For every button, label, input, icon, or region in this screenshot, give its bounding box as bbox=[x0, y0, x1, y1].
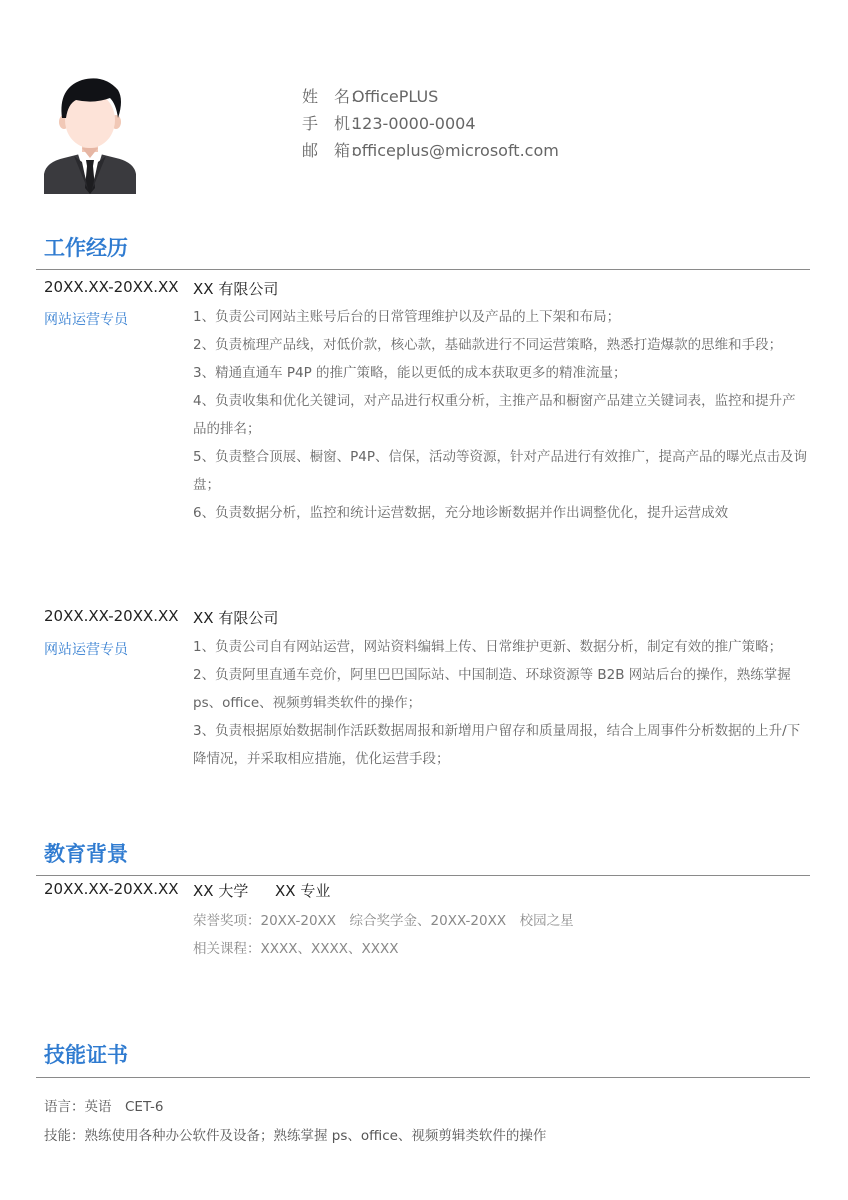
job-2-duty: 2、负责阿里直通车竞价，阿里巴巴国际站、中国制造、环球资源等 B2B 网站后台的操作，熟练掌握 ps、office、视频剪辑类软件的操作； bbox=[193, 667, 791, 711]
phone-label: 手 机： bbox=[302, 114, 367, 133]
education-date: 20XX.XX-20XX.XX bbox=[44, 880, 179, 898]
name-value: OfficePLUS bbox=[352, 87, 439, 106]
job-1-duty: 6、负责数据分析，监控和统计运营数据，充分地诊断数据并作出调整优化，提升运营成效 bbox=[193, 505, 729, 521]
contact-info bbox=[302, 86, 559, 167]
education-major: XX 专业 bbox=[275, 882, 331, 900]
email-label: 邮 箱： bbox=[302, 141, 367, 160]
job-1-duty: 5、负责整合顶展、橱窗、P4P、信保，活动等资源，针对产品进行有效推广，提高产品的曝光点击及询盘； bbox=[193, 449, 807, 493]
education-courses: 相关课程：XXXX、XXXX、XXXX bbox=[193, 941, 399, 957]
education-section-title: 教育背景 bbox=[44, 842, 128, 866]
skills-divider bbox=[36, 1077, 810, 1078]
job-1-role: 网站运营专员 bbox=[44, 312, 128, 328]
job-2-duty: 3、负责根据原始数据制作活跃数据周报和新增用户留存和质量周报，结合上周事件分析数据的上升/下降情况，并采取相应措施，优化运营手段； bbox=[193, 723, 801, 767]
job-1-duty: 3、精通直通车 P4P 的推广策略，能以更低的成本获取更多的精准流量； bbox=[193, 365, 627, 381]
job-1-duties bbox=[193, 303, 808, 527]
avatar-illustration bbox=[44, 74, 136, 194]
name-row bbox=[302, 86, 559, 113]
skills-language: 语言：英语 CET-6 bbox=[44, 1099, 164, 1115]
education-school: XX 大学 bbox=[193, 882, 249, 900]
avatar bbox=[44, 74, 136, 194]
phone-value: 123-0000-0004 bbox=[352, 114, 476, 133]
email-value: officeplus@microsoft.com bbox=[352, 141, 559, 160]
job-1-company: XX 有限公司 bbox=[193, 280, 279, 298]
work-divider bbox=[36, 269, 810, 270]
job-2-company: XX 有限公司 bbox=[193, 609, 279, 627]
job-2-duties bbox=[193, 633, 808, 773]
job-2-duty: 1、负责公司自有网站运营，网站资料编辑上传、日常维护更新、数据分析，制定有效的推广策略； bbox=[193, 639, 783, 655]
work-section-title: 工作经历 bbox=[44, 236, 128, 260]
education-divider bbox=[36, 875, 810, 876]
phone-row bbox=[302, 113, 559, 140]
skills-skill: 技能：熟练使用各种办公软件及设备；熟练掌握 ps、office、视频剪辑类软件的操作 bbox=[44, 1128, 547, 1144]
job-2-date: 20XX.XX-20XX.XX bbox=[44, 607, 179, 625]
job-1-duty: 4、负责收集和优化关键词，对产品进行权重分析，主推产品和橱窗产品建立关键词表，监控和提升产品的排名； bbox=[193, 393, 796, 437]
job-1-date: 20XX.XX-20XX.XX bbox=[44, 278, 179, 296]
job-1-duty: 2、负责梳理产品线，对低价款，核心款，基础款进行不同运营策略，熟悉打造爆款的思维和手段； bbox=[193, 337, 783, 353]
skills-section-title: 技能证书 bbox=[44, 1043, 128, 1067]
job-1-duty: 1、负责公司网站主账号后台的日常管理维护以及产品的上下架和布局； bbox=[193, 309, 621, 325]
email-row bbox=[302, 140, 559, 167]
education-honors: 荣誉奖项：20XX-20XX 综合奖学金、20XX-20XX 校园之星 bbox=[193, 913, 574, 929]
job-2-role: 网站运营专员 bbox=[44, 642, 128, 658]
name-label: 姓 名： bbox=[302, 87, 367, 106]
